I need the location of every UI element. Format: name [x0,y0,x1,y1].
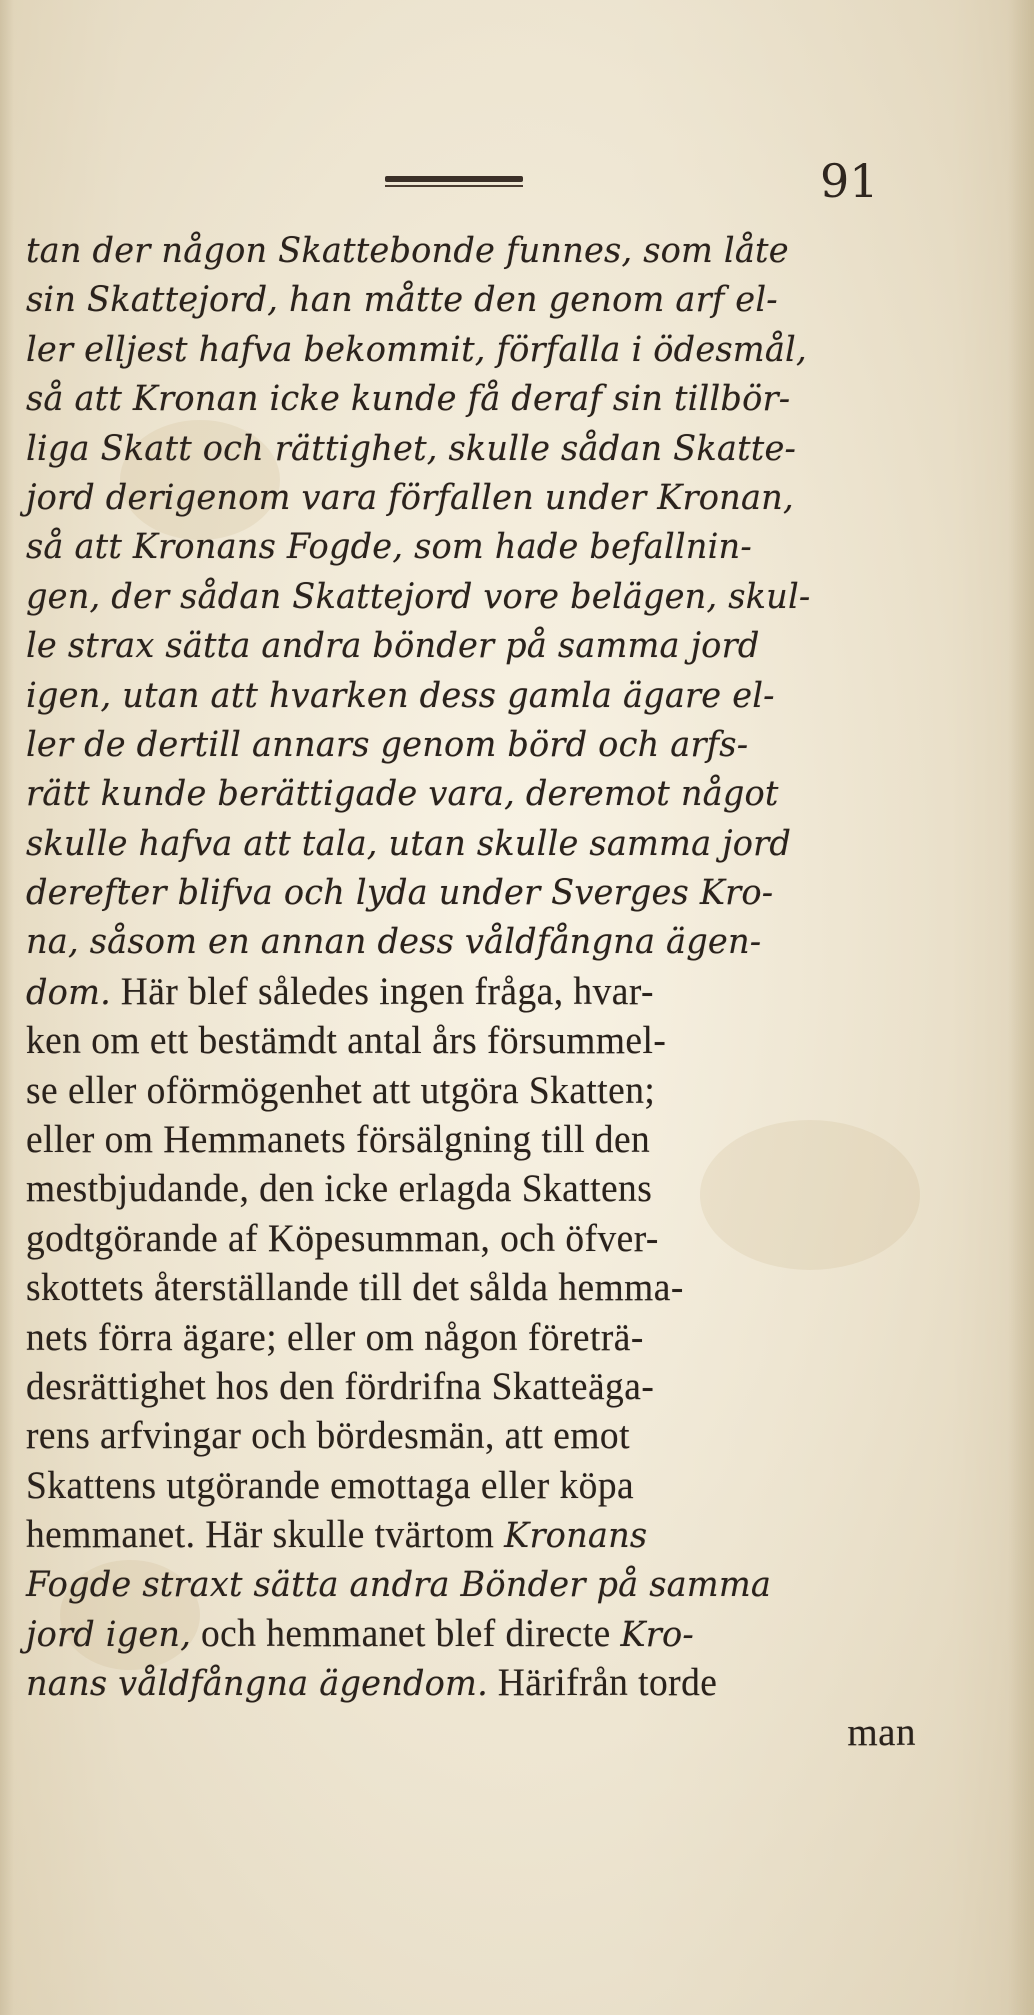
italic-run: derefter blifva och lyda under Sverges Kro- [26,873,774,914]
roman-run: eller om Hemmanets försälgning till den [26,1118,651,1162]
page-number: 91 [820,154,879,208]
text-line [26,1214,956,1263]
text-line [26,1510,956,1559]
italic-run: liga Skatt och rättighet, skulle sådan Skatte- [26,428,797,469]
italic-run: Kronans [504,1516,648,1557]
italic-run: rätt kunde berättigade vara, deremot något [26,774,779,815]
text-line [26,720,956,769]
text-line [26,1066,956,1115]
italic-run: le strax sätta andra bönder på samma jord [26,626,760,667]
roman-run: Härifrån torde [487,1661,718,1705]
roman-run: och hemmanet blef directe [191,1611,621,1655]
roman-run: desrättighet hos den fördrifna Skatteäga- [26,1364,655,1408]
italic-run: ler elljest hafva bekommit, förfalla i ödesmål, [26,329,807,370]
text-line [26,769,956,818]
roman-run: Skattens utgörande emottaga eller köpa [26,1463,635,1507]
text-line [26,1016,956,1065]
text-line [26,1164,956,1213]
text-line [26,473,956,522]
italic-run: nans våldfångna ägendom. [26,1664,488,1705]
roman-run: hemmanet. Här skulle tvärtom [26,1513,505,1557]
italic-run: tan der någon Skattebonde funnes, som låte [26,231,789,271]
text-line [26,275,956,324]
header-rule-thick [385,176,523,182]
italic-run: så att Kronan icke kunde få deraf sin tillbör- [26,379,791,420]
roman-run: man [847,1710,916,1754]
text-line [26,868,956,917]
italic-run: igen, utan att hvarken dess gamla ägare el- [26,675,775,716]
text-line [26,374,956,423]
text-line [26,917,956,966]
text-line [26,1708,996,1757]
text-line [26,621,956,670]
text-line [26,1658,956,1707]
header-rule [385,176,523,189]
text-line [26,1263,956,1312]
italic-run: dom. [26,972,111,1013]
text-line [26,1560,956,1609]
italic-run: sin Skattejord, han måtte den genom arf el- [26,280,778,321]
text-line [26,1411,956,1460]
italic-run: jord igen, [26,1614,192,1655]
italic-run: na, såsom en annan dess våldfångna ägen- [26,922,762,963]
roman-run: skottets återställande till det sålda hemma- [26,1266,684,1310]
text-line [26,819,956,868]
roman-run: godtgörande af Köpesumman, och öfver- [26,1216,659,1260]
text-line [26,1609,956,1658]
italic-run: Kro- [620,1614,694,1655]
text-line [26,1461,956,1510]
text-line [26,967,956,1016]
roman-run: mestbjudande, den icke erlagda Skattens [26,1167,653,1211]
text-line [26,226,956,275]
italic-run: ler de dertill annars genom börd och arfs- [26,724,749,765]
text-line [26,1362,956,1411]
text-line [26,572,956,621]
italic-run: gen, der sådan Skattejord vore belägen, skul- [26,576,811,617]
text-line [26,325,956,374]
text-line [26,522,956,571]
header-rule-thin [385,185,523,187]
roman-run: nets förra ägare; eller om någon företrä- [26,1315,644,1359]
italic-run: skulle hafva att tala, utan skulle samma jord [26,823,792,864]
roman-run: se eller oförmögenhet att utgöra Skatten; [26,1068,656,1112]
text-line [26,671,956,720]
roman-run: ken om ett bestämdt antal års försummel- [26,1019,667,1063]
roman-run: Här blef således ingen fråga, hvar- [110,969,654,1013]
italic-run: så att Kronans Fogde, som hade befallnin- [26,527,752,568]
text-line [26,424,956,473]
body-text [26,226,996,1757]
text-line [26,1115,956,1164]
text-line [26,1313,956,1362]
italic-run: Fogde straxt sätta andra Bönder på samma [26,1564,772,1605]
roman-run: rens arfvingar och bördesmän, att emot [26,1414,630,1458]
italic-run: jord derigenom vara förfallen under Kronan, [26,477,794,518]
